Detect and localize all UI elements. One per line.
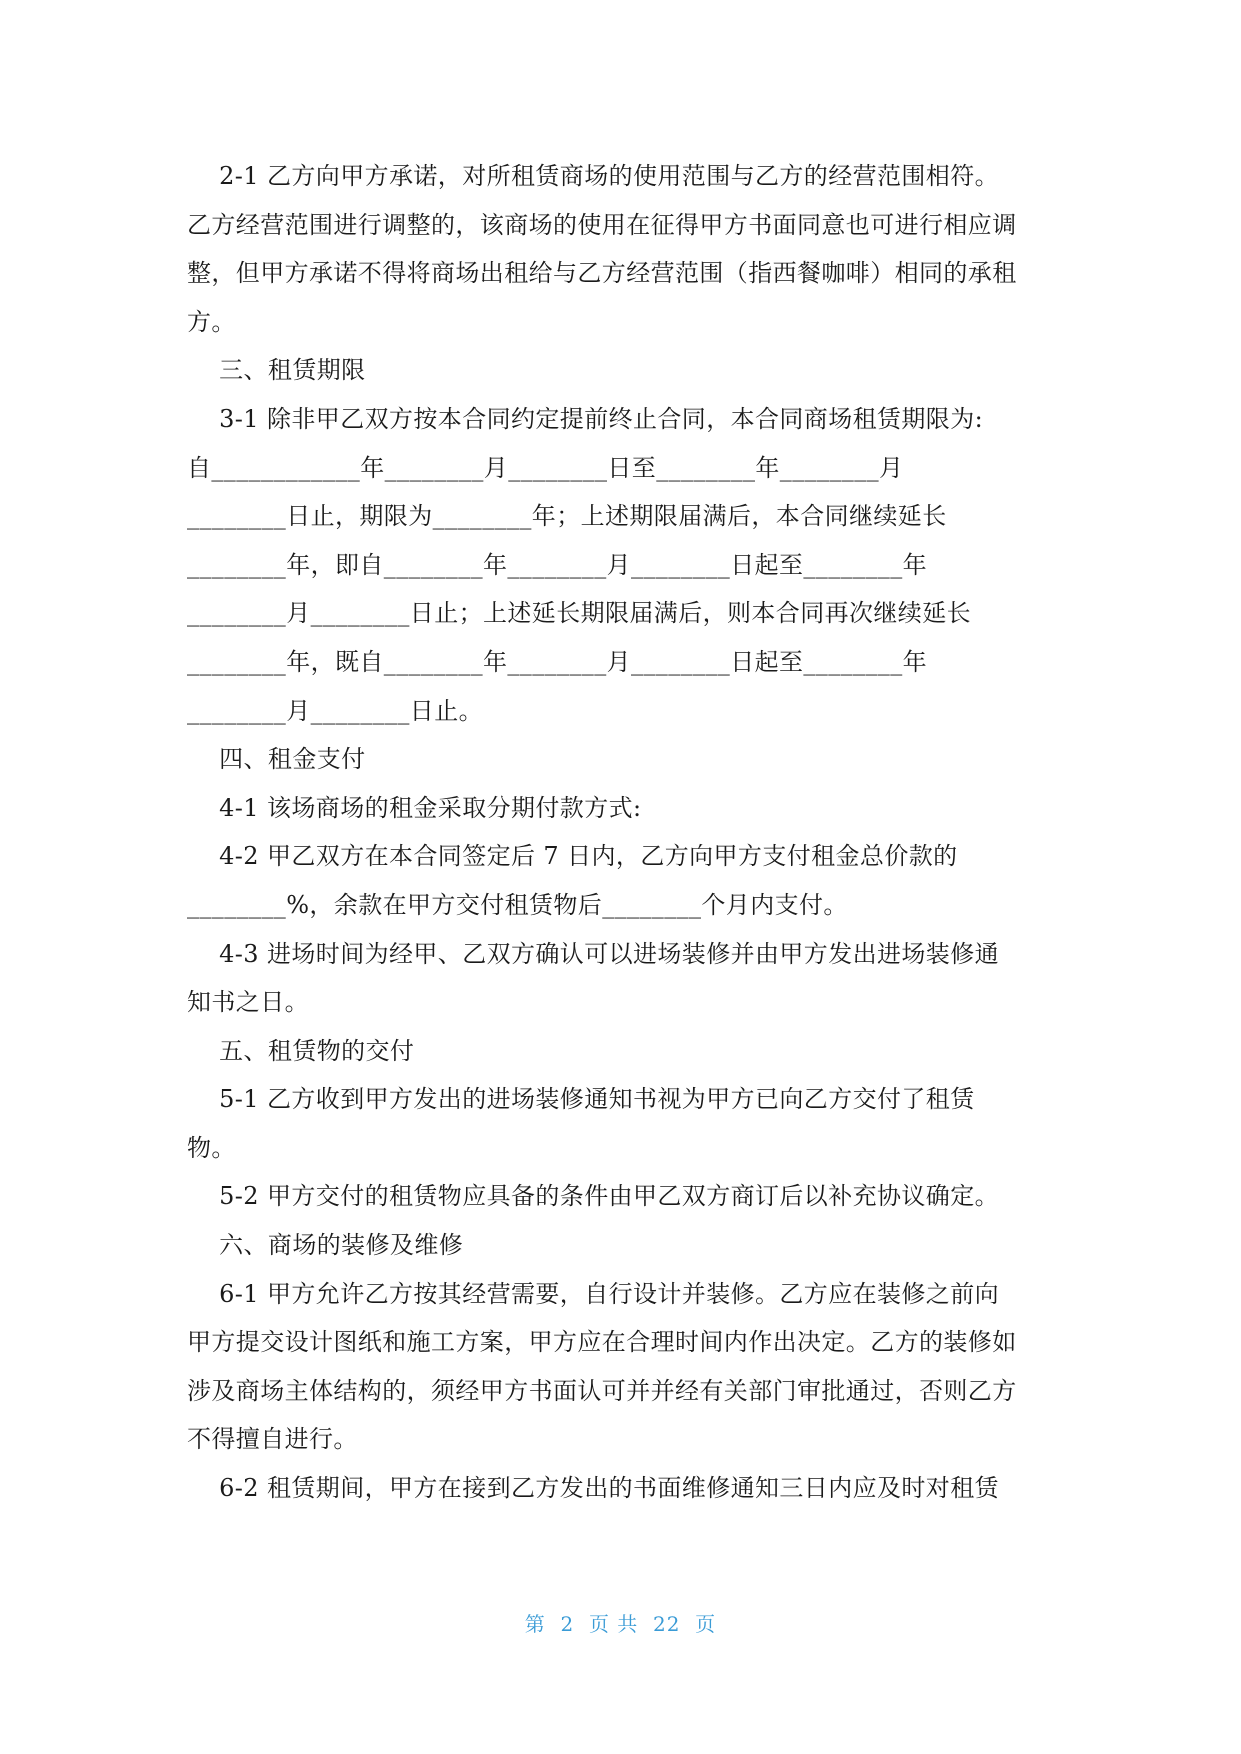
text-line: 5-1 乙方收到甲方发出的进场装修通知书视为甲方已向乙方交付了租赁: [187, 1085, 975, 1114]
clause-paragraph: [187, 1075, 1039, 1172]
page-footer: 第 2 页 共 22 页: [524, 1612, 717, 1636]
text-line: 4-1 该场商场的租金采取分期付款方式:: [187, 793, 642, 822]
text-line: ________年，即自________年________月________日起至________年: [187, 550, 927, 579]
text-line: ________月________日止；上述延长期限届满后，则本合同再次继续延长: [187, 599, 971, 628]
text-line: ________月________日止。: [187, 696, 483, 725]
text-line: ________%，余款在甲方交付租赁物后________个月内支付。: [187, 890, 848, 919]
text-line: 物。: [187, 1133, 236, 1162]
clause-paragraph: [187, 152, 1039, 346]
text-line: 自____________年________月________日至________年________月: [187, 453, 904, 482]
text-line: 知书之日。: [187, 988, 309, 1017]
clause-paragraph: [187, 930, 1039, 1027]
text-line: 四、租金支付: [187, 745, 366, 774]
text-line: 三、租赁期限: [187, 356, 366, 385]
text-line: ________日止，期限为________年；上述期限届满后，本合同继续延长: [187, 502, 947, 531]
text-line: 3-1 除非甲乙双方按本合同约定提前终止合同，本合同商场租赁期限为:: [187, 404, 984, 433]
text-line: 整，但甲方承诺不得将商场出租给与乙方经营范围（指西餐咖啡）相同的承租: [187, 259, 1017, 288]
section-heading: [187, 1221, 1039, 1270]
text-line: 6-2 租赁期间，甲方在接到乙方发出的书面维修通知三日内应及时对租赁: [187, 1474, 999, 1503]
clause-paragraph: [187, 1172, 1039, 1221]
text-line: 方。: [187, 307, 236, 336]
text-line: 六、商场的装修及维修: [187, 1231, 464, 1260]
section-heading: [187, 1027, 1039, 1076]
text-line: 乙方经营范围进行调整的，该商场的使用在征得甲方书面同意也可进行相应调: [187, 210, 1017, 239]
section-heading: [187, 346, 1039, 395]
document-body: [187, 152, 1039, 1513]
section-heading: [187, 735, 1039, 784]
clause-paragraph: [187, 784, 1039, 833]
text-line: 涉及商场主体结构的，须经甲方书面认可并并经有关部门审批通过，否则乙方: [187, 1376, 1017, 1405]
text-line: ________年，既自________年________月________日起至________年: [187, 647, 927, 676]
text-line: 5-2 甲方交付的租赁物应具备的条件由甲乙双方商订后以补充协议确定。: [187, 1182, 999, 1211]
clause-paragraph: [187, 1464, 1039, 1513]
clause-paragraph: [187, 832, 1039, 929]
text-line: 2-1 乙方向甲方承诺，对所租赁商场的使用范围与乙方的经营范围相符。: [187, 162, 999, 190]
text-line: 4-2 甲乙双方在本合同签定后 7 日内，乙方向甲方支付租金总价款的: [187, 842, 958, 871]
text-line: 6-1 甲方允许乙方按其经营需要，自行设计并装修。乙方应在装修之前向: [187, 1279, 999, 1308]
text-line: 不得擅自进行。: [187, 1425, 358, 1454]
text-line: 4-3 进场时间为经甲、乙双方确认可以进场装修并由甲方发出进场装修通: [187, 939, 999, 968]
text-line: 甲方提交设计图纸和施工方案，甲方应在合理时间内作出决定。乙方的装修如: [187, 1328, 1017, 1357]
text-line: 五、租赁物的交付: [187, 1036, 415, 1065]
clause-paragraph: [187, 1270, 1039, 1464]
clause-paragraph: [187, 395, 1039, 735]
